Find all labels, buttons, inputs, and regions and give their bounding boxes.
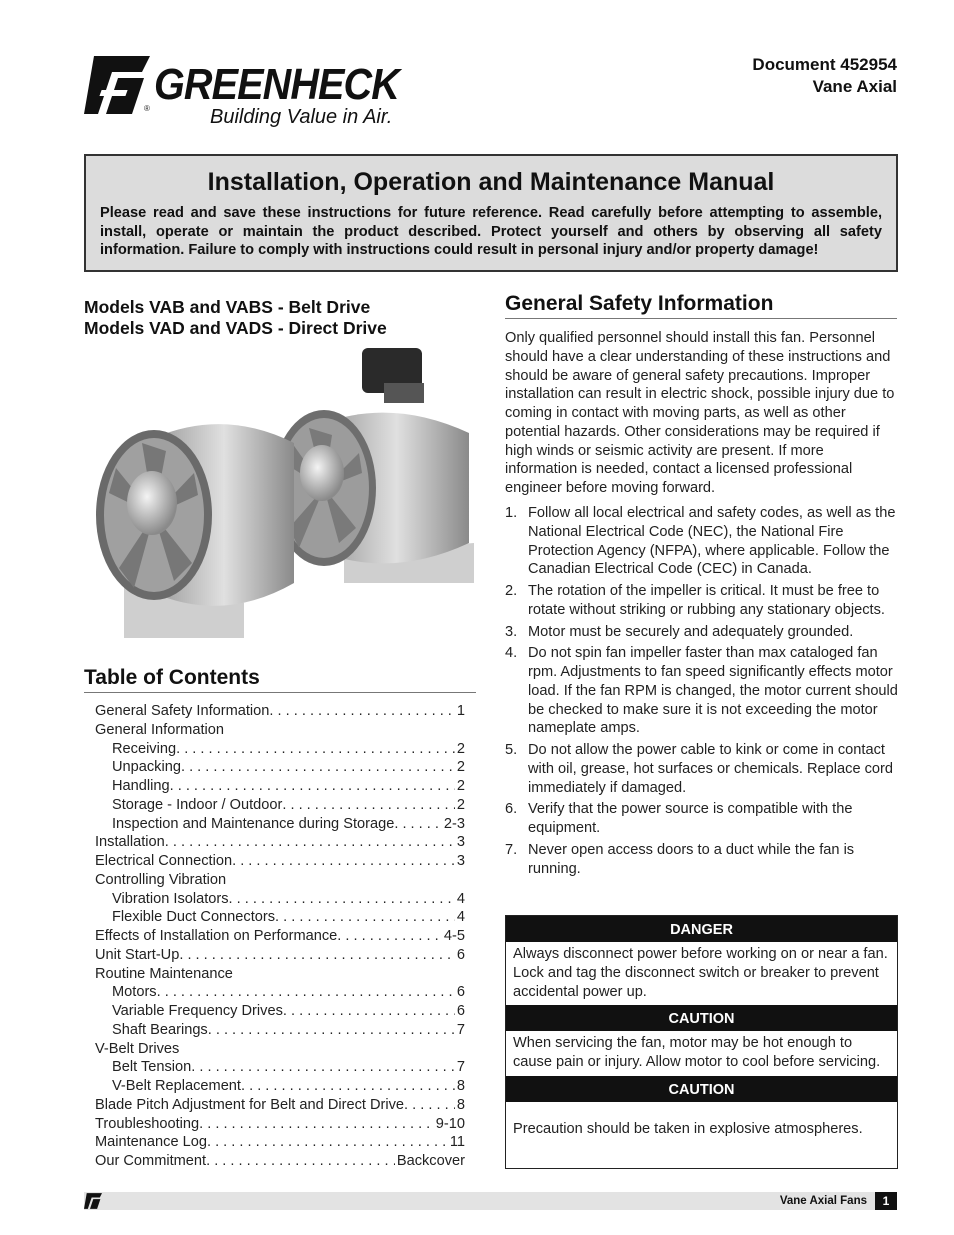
toc-title: Table of Contents xyxy=(84,666,260,689)
toc-item-maintenance-log[interactable] xyxy=(95,1133,465,1152)
toc-label: Receiving xyxy=(112,740,177,757)
models-line-belt: Models VAB and VABS - Belt Drive xyxy=(84,297,371,317)
toc-item-vibration-isolators[interactable] xyxy=(95,890,465,909)
toc-label: Routine Maintenance xyxy=(95,965,233,982)
item-text: Do not spin fan impeller faster than max cataloged fan rpm. Adjustments to fan speed significantly effects motor load. If the fan RPM is changed, the motor current should be checked to make sure it is not exceeding the motor nameplate amps. xyxy=(528,645,898,737)
manual-title: Installation, Operation and Maintenance Manual xyxy=(207,168,775,196)
toc-item-receiving[interactable] xyxy=(95,740,465,759)
caution-text-hot-motor: When servicing the fan, motor may be hot enough to cause pain or injury. Allow motor to cool before servicing. xyxy=(513,1035,881,1070)
safety-item xyxy=(505,841,900,879)
toc-label: Our Commitment xyxy=(95,1153,207,1169)
table-of-contents xyxy=(95,702,465,1171)
toc-item-vfd[interactable] xyxy=(95,1002,465,1021)
item-number: 3. xyxy=(505,623,518,640)
toc-item-unit-start-up[interactable] xyxy=(95,946,465,965)
manual-banner xyxy=(84,154,898,272)
toc-page: 6 xyxy=(456,984,465,1001)
toc-page: 1 xyxy=(456,703,465,719)
safety-item xyxy=(505,582,900,620)
warning-box xyxy=(505,915,898,1169)
toc-label: Installation xyxy=(95,834,165,851)
safety-item xyxy=(505,644,900,738)
toc-item-storage[interactable] xyxy=(95,796,465,815)
brand-name: GREENHECK xyxy=(154,60,399,109)
greenheck-mark-icon xyxy=(84,1193,102,1209)
registered-mark: ® xyxy=(144,104,150,113)
item-number: 1. xyxy=(505,505,518,521)
danger-header: DANGER xyxy=(506,916,897,942)
safety-item xyxy=(505,800,900,838)
safety-item xyxy=(505,623,900,642)
safety-item xyxy=(505,741,900,797)
toc-label: Motors xyxy=(112,984,157,1001)
models-line-direct: Models VAD and VADS - Direct Drive xyxy=(84,318,387,338)
toc-page: 8 xyxy=(456,1096,465,1113)
toc-page: 9-10 xyxy=(435,1115,465,1132)
item-text: Motor must be securely and adequately grounded. xyxy=(528,623,854,640)
toc-item-our-commitment[interactable] xyxy=(95,1152,465,1171)
toc-label: Inspection and Maintenance during Storage xyxy=(112,815,395,832)
toc-label: Handling xyxy=(112,778,170,794)
document-info xyxy=(752,54,897,98)
toc-label: Controlling Vibration xyxy=(95,871,227,888)
caution-header: CAUTION xyxy=(506,1076,897,1102)
toc-page: 6 xyxy=(456,946,465,963)
toc-page: 7 xyxy=(456,1021,465,1038)
toc-page: 4-5 xyxy=(443,928,465,944)
document-number: Document 452954 xyxy=(752,55,897,74)
toc-divider xyxy=(84,692,476,693)
toc-label: V-Belt Replacement xyxy=(112,1078,241,1094)
toc-label: Blade Pitch Adjustment for Belt and Direct Drive xyxy=(95,1096,405,1113)
caution-text-explosive: Precaution should be taken in explosive atmospheres. xyxy=(513,1120,863,1137)
toc-label: General Safety Information xyxy=(95,703,270,719)
page-footer xyxy=(84,1192,897,1210)
toc-page: 2 xyxy=(456,759,465,776)
toc-item-electrical-connection[interactable] xyxy=(95,852,465,871)
toc-page: Backcover xyxy=(396,1153,465,1169)
safety-item xyxy=(505,504,900,579)
toc-item-installation[interactable] xyxy=(95,833,465,852)
toc-item-blade-pitch[interactable] xyxy=(95,1096,465,1115)
toc-page: 3 xyxy=(456,834,465,851)
toc-item-shaft-bearings[interactable] xyxy=(95,1021,465,1040)
toc-label: Flexible Duct Connectors xyxy=(112,909,276,926)
toc-page: 2-3 xyxy=(443,815,465,832)
greenheck-logo xyxy=(84,54,404,134)
toc-page: 8 xyxy=(456,1078,465,1094)
toc-page: 11 xyxy=(449,1134,465,1151)
toc-page: 6 xyxy=(456,1003,465,1019)
toc-label: Shaft Bearings xyxy=(112,1021,208,1038)
toc-label: Electrical Connection xyxy=(95,853,233,869)
safety-divider xyxy=(505,318,897,319)
safety-section-title: General Safety Information xyxy=(505,292,774,315)
greenheck-mark-icon xyxy=(84,56,150,114)
toc-label: Maintenance Log xyxy=(95,1134,207,1151)
toc-item-routine-maintenance[interactable] xyxy=(95,965,465,984)
toc-label: Belt Tension xyxy=(112,1059,192,1076)
models-heading xyxy=(84,297,387,339)
toc-item-belt-tension[interactable] xyxy=(95,1058,465,1077)
page-number: 1 xyxy=(875,1192,897,1210)
toc-label: V-Belt Drives xyxy=(95,1040,180,1057)
tagline: Building Value in Air. xyxy=(210,106,393,128)
toc-item-general-information[interactable] xyxy=(95,721,465,740)
toc-label: Troubleshooting xyxy=(95,1115,200,1132)
toc-label: Storage - Indoor / Outdoor xyxy=(112,796,283,813)
toc-label: Unit Start-Up xyxy=(95,946,180,963)
toc-label: Variable Frequency Drives xyxy=(112,1003,283,1019)
toc-item-v-belt-replacement[interactable] xyxy=(95,1077,465,1096)
item-number: 7. xyxy=(505,841,518,858)
toc-page: 7 xyxy=(456,1059,465,1076)
toc-item-flexible-duct-connectors[interactable] xyxy=(95,908,465,927)
toc-label: Vibration Isolators xyxy=(112,890,229,907)
toc-page: 4 xyxy=(456,909,465,926)
toc-item-inspection-storage[interactable] xyxy=(95,815,465,834)
toc-item-effects-installation[interactable] xyxy=(95,927,465,946)
item-text: Never open access doors to a duct while the fan is running. xyxy=(528,841,855,877)
item-number: 5. xyxy=(505,742,518,758)
toc-page: 2 xyxy=(456,796,465,813)
toc-item-motors[interactable] xyxy=(95,983,465,1002)
item-text: Follow all local electrical and safety codes, as well as the National Electrical Code (NEC), the National Fire Protection Agency (NFPA), where applicable. Follow the Canadian Electrical Code (CEC) in Canada. xyxy=(528,505,896,578)
item-text: Do not allow the power cable to kink or come in contact with oil, grease, hot surfaces or chemicals. Replace cord immediately if damaged. xyxy=(528,742,894,796)
banner-notice: Please read and save these instructions for future reference. Read carefully before attempting to assemble, install, operate or maintain the product described. Protect yourself and others by observing all safety information. Failure to comply with instructions could result in personal injury and/or property damage! xyxy=(100,205,882,259)
caution-header: CAUTION xyxy=(506,1005,897,1031)
footer-text: Vane Axial Fans xyxy=(779,1195,867,1207)
item-number: 2. xyxy=(505,583,518,599)
toc-label: General Information xyxy=(95,721,224,738)
danger-text: Always disconnect power before working on or near a fan. Lock and tag the disconnect switch or breaker to prevent accidental power up. xyxy=(513,946,888,1000)
item-number: 4. xyxy=(505,645,518,662)
toc-page: 2 xyxy=(456,778,465,794)
toc-page: 4 xyxy=(456,890,465,907)
item-text: The rotation of the impeller is critical. It must be free to rotate without striking or rubbing any stationary objects. xyxy=(528,583,885,618)
toc-item-troubleshooting[interactable] xyxy=(95,1115,465,1134)
toc-page: 2 xyxy=(456,740,465,757)
toc-page: 3 xyxy=(456,853,465,869)
vane-axial-fans-photo xyxy=(94,343,479,643)
toc-item-unpacking[interactable] xyxy=(95,758,465,777)
item-number: 6. xyxy=(505,801,518,818)
toc-item-controlling-vibration[interactable] xyxy=(95,871,465,890)
safety-intro: Only qualified personnel should install this fan. Personnel should have a clear understanding of these instructions and should be aware of general safety precautions. Improper installation can result in electric shock, possible injury due to coming in contact with moving parts, as well as other potential hazards. Other considerations may be required if high winds or seismic activity are present. If more information is needed, contact a licensed professional engineer before moving forward. xyxy=(505,330,895,496)
item-text: Verify that the power source is compatible with the equipment. xyxy=(528,801,853,836)
toc-item-handling[interactable] xyxy=(95,777,465,796)
toc-item-v-belt-drives[interactable] xyxy=(95,1040,465,1059)
safety-list xyxy=(505,504,900,881)
toc-item-general-safety[interactable] xyxy=(95,702,465,721)
toc-label: Unpacking xyxy=(112,759,181,776)
toc-label: Effects of Installation on Performance xyxy=(95,928,338,944)
product-name: Vane Axial xyxy=(812,77,897,96)
